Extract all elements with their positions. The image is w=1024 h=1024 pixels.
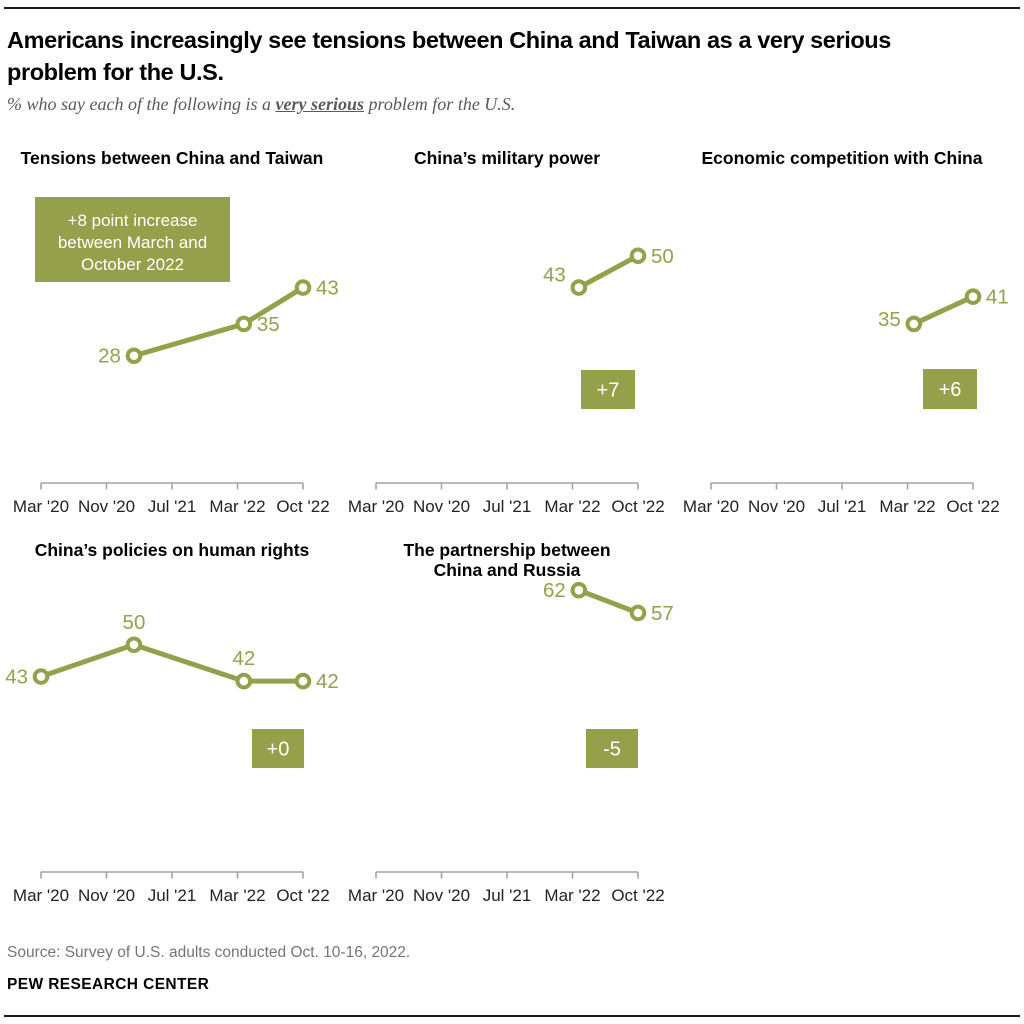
data-point-label: 42: [316, 670, 339, 694]
change-badge-label: +0: [266, 738, 290, 761]
data-point: [632, 249, 645, 262]
chart-panel-2: [683, 148, 1009, 516]
bottom-rule: [4, 1015, 1020, 1017]
data-point-label: 35: [878, 307, 901, 331]
panel-title: China’s policies on human rights: [34, 540, 310, 560]
x-axis-tick-label: Oct '22: [276, 886, 330, 905]
chart-panel-1: [348, 148, 674, 516]
data-point-label: 43: [316, 276, 339, 300]
x-axis-tick-label: Mar '22: [209, 497, 266, 516]
change-badge-label: +6: [938, 379, 962, 401]
annotation-line: between March and: [57, 233, 208, 252]
source-note: Source: Survey of U.S. adults conducted Oct. 10-16, 2022.: [7, 944, 411, 961]
x-axis-tick-label: Oct '22: [611, 886, 665, 905]
data-point-label: 50: [651, 244, 674, 268]
data-point: [35, 670, 48, 683]
x-axis-tick-label: Oct '22: [946, 497, 1000, 516]
data-point-label: 35: [256, 312, 280, 336]
x-axis-tick-label: Mar '20: [347, 497, 405, 516]
data-point: [297, 675, 310, 688]
panel-title: China and Russia: [433, 560, 581, 580]
data-point: [238, 675, 251, 688]
data-point-label: 43: [5, 665, 28, 689]
data-point: [908, 318, 921, 331]
x-axis-tick-label: Mar '20: [12, 497, 70, 516]
chart-panel-0: [13, 148, 339, 516]
data-point-label: 41: [986, 285, 1009, 309]
panel-title: Tensions between China and Taiwan: [20, 148, 324, 168]
x-axis-tick-label: Mar '20: [347, 886, 405, 905]
data-line: [914, 297, 973, 324]
data-point: [297, 281, 310, 294]
x-axis-tick-label: Jul '21: [482, 886, 532, 905]
subtitle-prefix: % who say each of the following is a: [7, 94, 276, 114]
x-axis-tick-label: Nov '20: [77, 886, 136, 905]
x-axis-tick-label: Jul '21: [817, 497, 867, 516]
data-point: [238, 318, 251, 331]
data-point-label: 43: [543, 263, 566, 287]
x-axis-tick-label: Jul '21: [482, 497, 532, 516]
data-point: [128, 349, 141, 362]
x-axis-tick-label: Mar '22: [879, 497, 936, 516]
x-axis-tick-label: Jul '21: [147, 886, 197, 905]
panel-title: Economic competition with China: [701, 148, 983, 168]
data-line: [579, 256, 638, 288]
data-point: [573, 584, 586, 597]
data-point-label: 42: [232, 647, 256, 671]
x-axis-tick-label: Nov '20: [77, 497, 136, 516]
change-badge-label: +7: [596, 379, 620, 402]
subtitle-suffix: problem for the U.S.: [363, 94, 516, 114]
x-axis-tick-label: Mar '22: [209, 886, 266, 905]
chart-panel-4: [348, 540, 674, 905]
data-line: [579, 590, 638, 613]
panel-title: The partnership between: [403, 540, 611, 560]
annotation-line: +8 point increase: [67, 211, 198, 230]
x-axis-tick-label: Jul '21: [147, 497, 197, 516]
x-axis-tick-label: Mar '20: [12, 886, 70, 905]
x-axis-tick-label: Oct '22: [276, 497, 330, 516]
chart-panel-3: [5, 540, 339, 905]
data-point: [573, 281, 586, 294]
data-point: [128, 638, 141, 651]
data-point-label: 57: [651, 601, 674, 625]
x-axis-tick-label: Mar '20: [682, 497, 740, 516]
data-point: [632, 607, 645, 620]
x-axis-tick-label: Oct '22: [611, 497, 665, 516]
brand-pew-research-center: PEW RESEARCH CENTER: [7, 976, 210, 993]
annotation-line: October 2022: [80, 255, 185, 274]
change-badge-label: -5: [603, 738, 621, 761]
data-point: [967, 290, 980, 303]
x-axis-tick-label: Mar '22: [544, 886, 601, 905]
x-axis-tick-label: Mar '22: [544, 497, 601, 516]
x-axis-tick-label: Nov '20: [412, 886, 471, 905]
page-title-line2: problem for the U.S.: [7, 59, 224, 85]
data-point-label: 50: [122, 610, 146, 634]
subtitle-emphasis: very serious: [275, 94, 364, 114]
panel-title: China’s military power: [413, 148, 601, 168]
x-axis-tick-label: Nov '20: [412, 497, 471, 516]
data-line: [41, 645, 303, 681]
data-point-label: 62: [543, 579, 566, 603]
page-title-line1: Americans increasingly see tensions between China and Taiwan as a very serious: [7, 27, 891, 53]
x-axis-tick-label: Nov '20: [747, 497, 806, 516]
data-point-label: 28: [98, 344, 121, 368]
